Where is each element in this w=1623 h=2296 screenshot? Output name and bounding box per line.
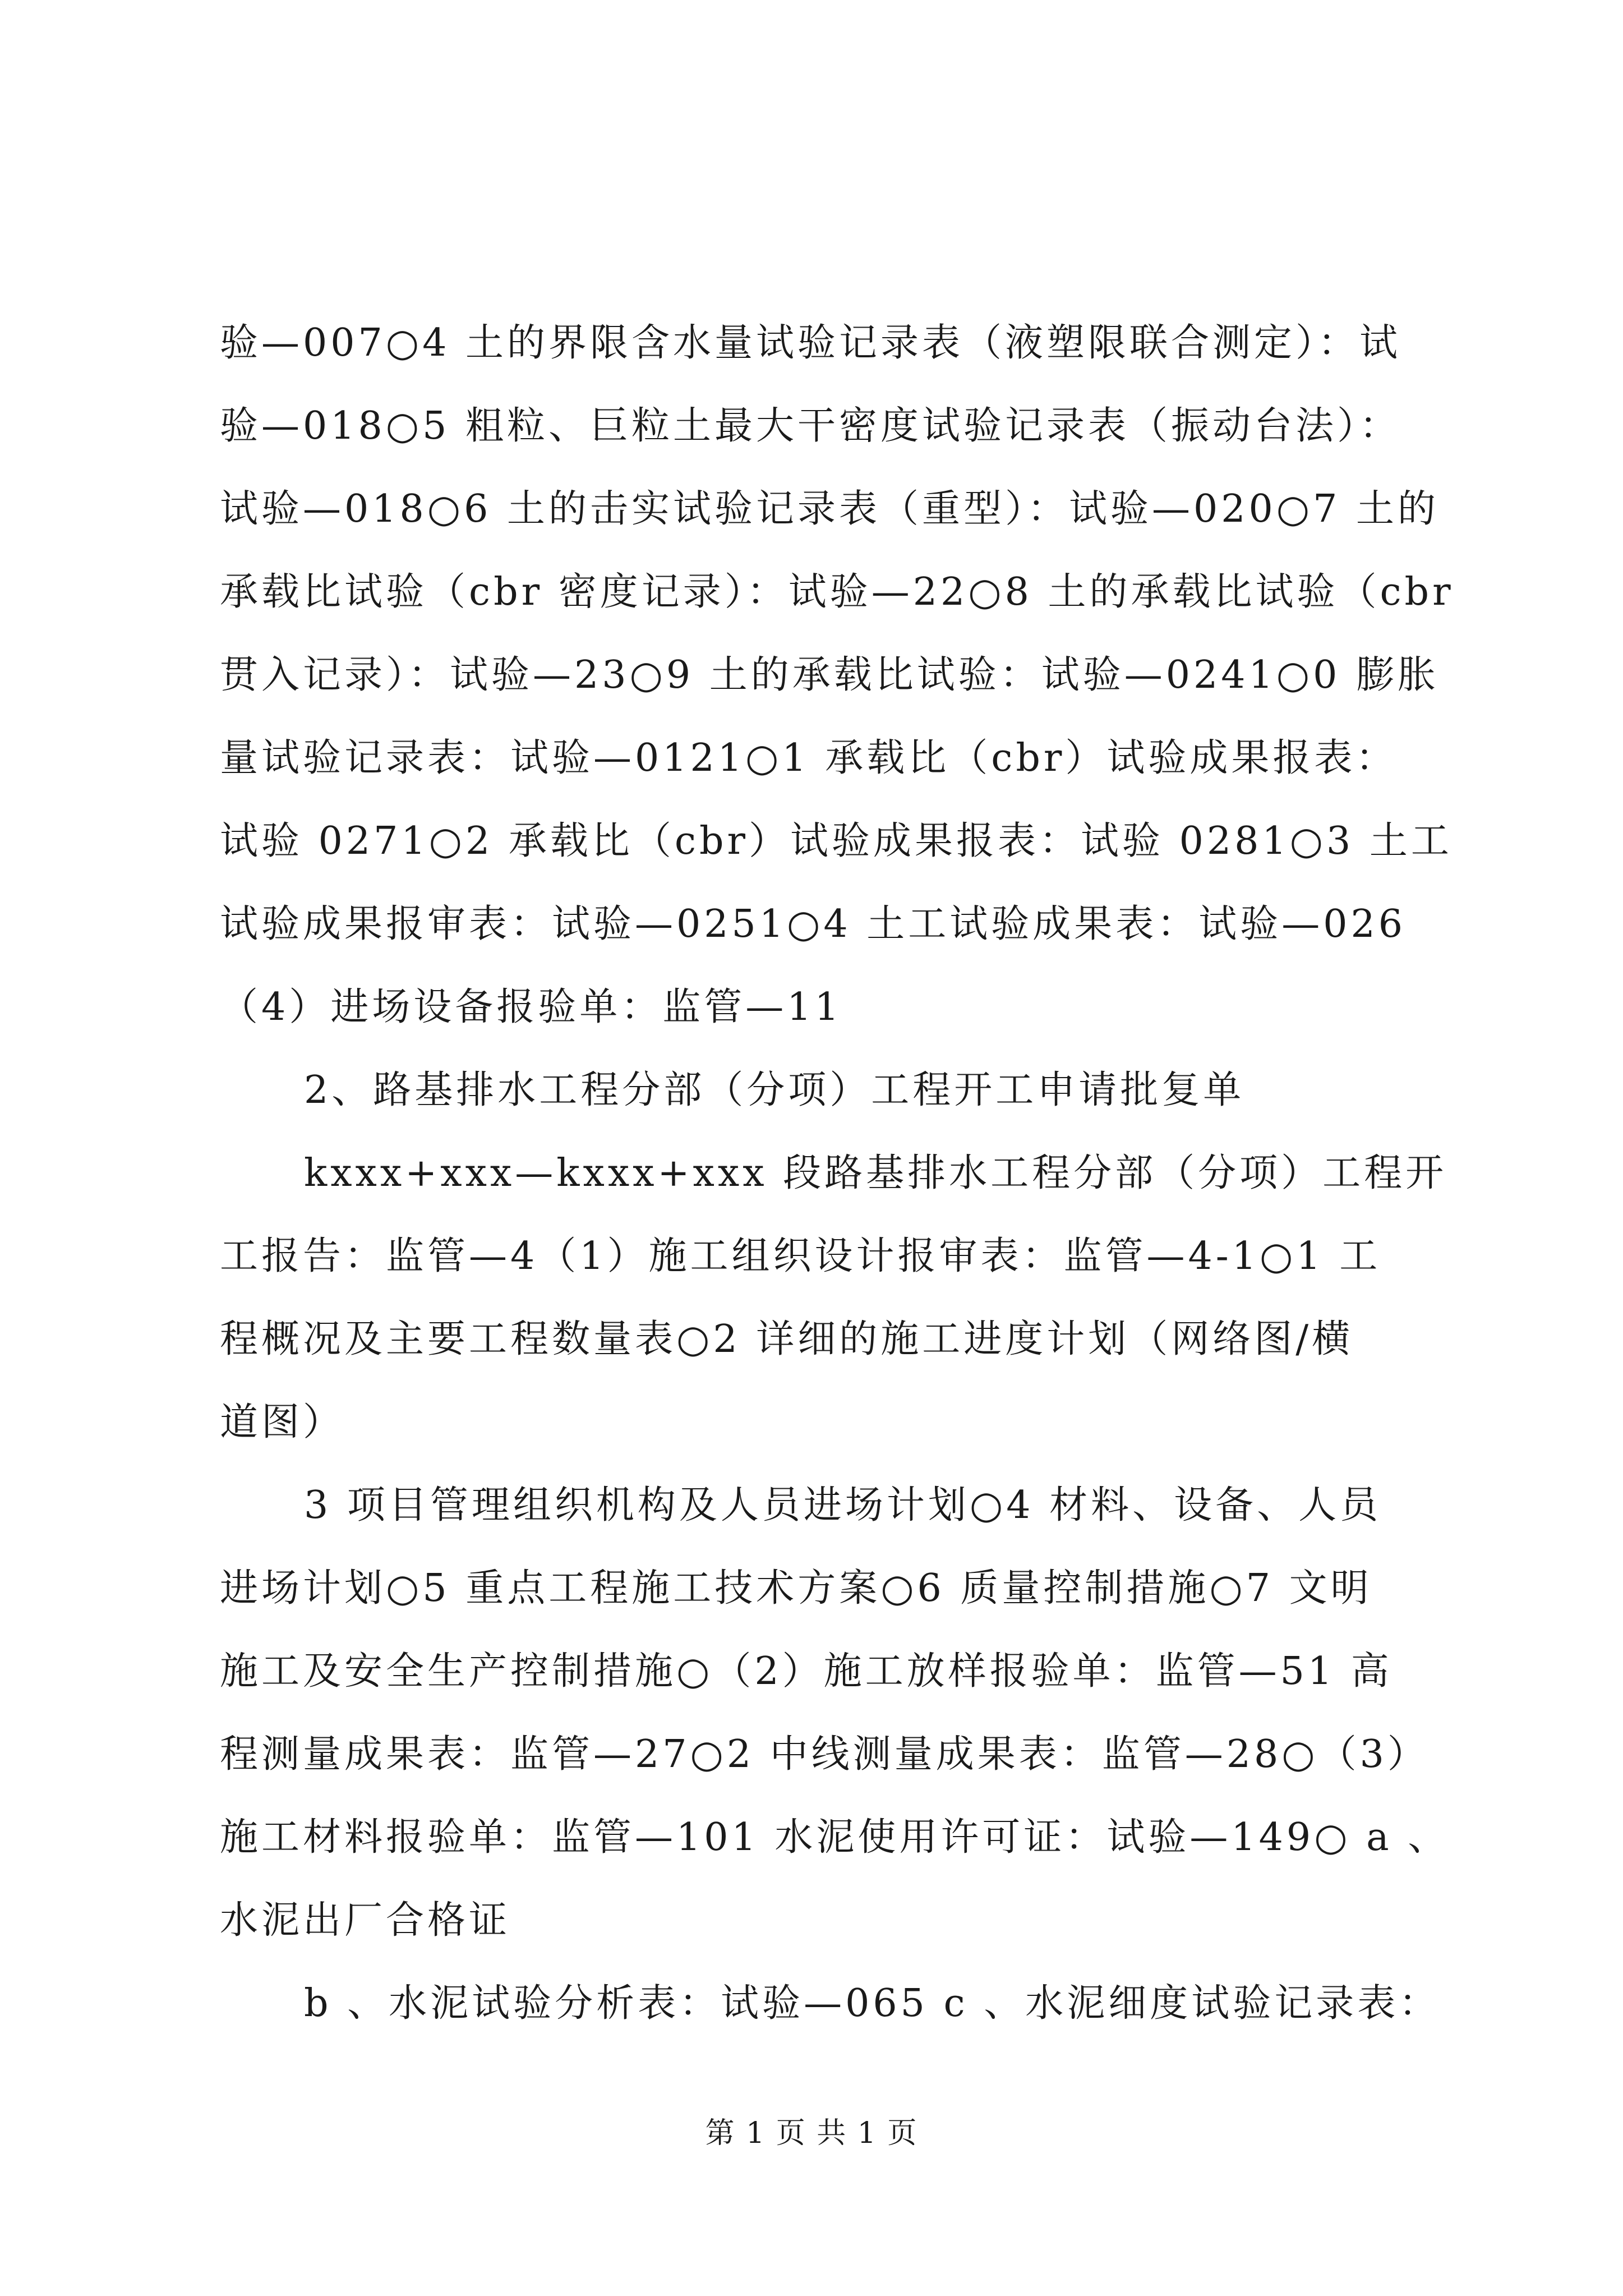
section-heading: 2、路基排水工程分部（分项）工程开工申请批复单 — [304, 1068, 1245, 1112]
text-line: 试验—018○6 土的击实试验记录表（重型）：试验—020○7 土的 — [220, 487, 1440, 531]
text-line: 试验成果报审表：试验—0251○4 土工试验成果表：试验—026 — [220, 902, 1407, 946]
text-line: 施工材料报验单：监管—101 水泥使用许可证：试验—149○ a 、 — [220, 1815, 1450, 1860]
text-line: 程概况及主要工程数量表○2 详细的施工进度计划（网络图/横 — [220, 1317, 1354, 1361]
text-line: 工报告：监管—4（1）施工组织设计报审表：监管—4-1○1 工 — [220, 1234, 1381, 1278]
document-body — [220, 302, 1454, 2045]
text-line: （4）进场设备报验单：监管—11 — [220, 985, 842, 1029]
text-line: 量试验记录表：试验—0121○1 承载比（cbr）试验成果报表： — [220, 736, 1398, 780]
text-line: 贯入记录）：试验—23○9 土的承载比试验：试验—0241○0 膨胀 — [220, 653, 1440, 697]
text-line: 程测量成果表：监管—27○2 中线测量成果表：监管—28○（3） — [220, 1732, 1429, 1777]
text-line: 进场计划○5 重点工程施工技术方案○6 质量控制措施○7 文明 — [220, 1566, 1372, 1611]
text-line: 水泥出厂合格证 — [220, 1898, 511, 1943]
text-line: 试验 0271○2 承载比（cbr）试验成果报表：试验 0281○3 土工 — [220, 819, 1453, 863]
text-line: 施工及安全生产控制措施○（2）施工放样报验单：监管—51 高 — [220, 1649, 1393, 1694]
text-line: 道图） — [220, 1400, 345, 1444]
text-line: 验—018○5 粗粒、巨粒土最大干密度试验记录表（振动台法）： — [220, 404, 1401, 448]
text-line: kxxx+xxx—kxxx+xxx 段路基排水工程分部（分项）工程开 — [304, 1151, 1447, 1195]
text-line: 验—007○4 土的界限含水量试验记录表（液塑限联合测定）：试 — [220, 321, 1401, 365]
page-footer: 第 1 页 共 1 页 — [705, 2116, 918, 2150]
text-line: 承载比试验（cbr 密度记录）：试验—22○8 土的承载比试验（cbr — [220, 570, 1454, 614]
text-line: b 、水泥试验分析表：试验—065 c 、水泥细度试验记录表： — [304, 1981, 1441, 2026]
text-line: 3 项目管理组织机构及人员进场计划○4 材料、设备、人员 — [304, 1483, 1382, 1527]
